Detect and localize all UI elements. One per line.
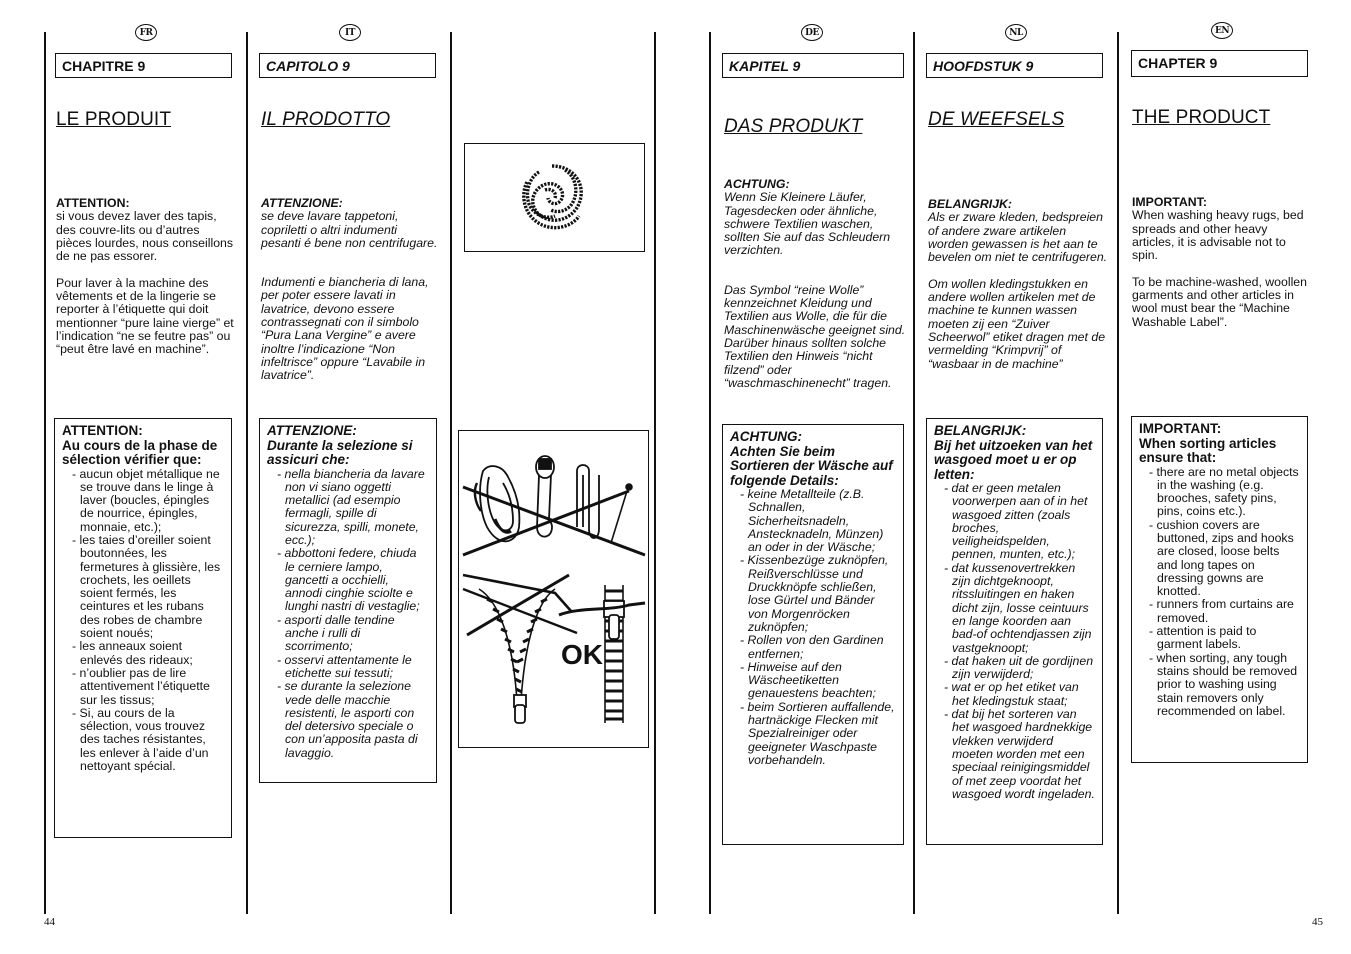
column-divider [44, 32, 46, 914]
section-title-fr: LE PRODUIT [56, 109, 172, 130]
lang-badge-it: IT [339, 24, 361, 41]
woolmark-figure [464, 143, 645, 252]
column-divider [450, 32, 452, 914]
warning-body-nl: Als er zware kleden, bedspreien of andere zware artikelen worden gewassen is het aan te bevelen om niet te centrifugeren. [928, 210, 1108, 265]
lang-badge-fr: FR [135, 24, 157, 41]
sorting-notice-heading-en: IMPORTANT: When sorting articles ensure that: [1139, 421, 1277, 465]
list-item: - keine Metallteile (z.B. Schnallen, Sicherheitsnadeln, Anstecknadeln, Münzen) an oder in der Wäsche; [738, 488, 896, 554]
list-item: - dat haken uit de gordijnen zijn verwijderd; [942, 655, 1095, 682]
sorting-notice-heading-de: ACHTUNG: Achten Sie beim Sortieren der Wäsche auf folgende Details: [730, 429, 893, 488]
list-item: - asporti dalle tendine anche i rulli di scorrimento; [275, 614, 429, 654]
list-item: - dat kussenovertrekken zijn dichtgeknoopt, ritssluitingen en haken dicht zijn, losse ceintuurs en lange koorden aan bad-of ochtendjassen zijn vastgeknoopt; [942, 562, 1095, 655]
chapter-heading-de: KAPITEL 9 [722, 53, 904, 78]
wool-paragraph-nl: Om wollen kledingstukken en andere wollen artikelen met de machine te kunnen wassen moeten zij een “Zuiver Scheerwol” etiket dragen met de vermelding “Krimpvrij” of “wasbaar in de machine” [928, 276, 1106, 371]
page-number-right: 45 [1312, 916, 1323, 928]
list-item: - runners from curtains are removed. [1147, 598, 1300, 625]
zipper-tear-icon [459, 601, 650, 631]
list-item: - Rollen von den Gardinen entfernen; [738, 634, 896, 661]
list-item: - n’oublier pas de lire attentivement l’étiquette sur les tissus; [70, 667, 224, 707]
woolmark-icon [517, 162, 587, 232]
column-divider [246, 32, 248, 914]
warning-text-it [261, 197, 439, 396]
sorting-notice-heading-it: ATTENZIONE: Durante la selezione si assicuri che: [267, 423, 413, 467]
chapter-heading-it: CAPITOLO 9 [259, 53, 436, 78]
ok-label: OK [561, 639, 603, 670]
list-item: - dat er geen metalen voorwerpen aan of in het wasgoed zitten (zoals broches, veiligheidspelden, pennen, munten, etc.); [942, 482, 1095, 562]
list-item: - when sorting, any tough stains should be removed prior to washing using stain removers only recommended on label. [1147, 652, 1300, 718]
list-item: - Hinweise auf den Wäscheetiketten genauestens beachten; [738, 661, 896, 701]
warning-body-fr: si vous devez laver des tapis, des couvre-lits ou d’autres pièces lourdes, nous conseillons de ne pas essorer. [56, 209, 234, 264]
list-item: - wat er op het etiket van het kledingstuk staat; [942, 681, 1095, 708]
list-item: - there are no metal objects in the washing (e.g. brooches, safety pins, pins, coins etc.). [1147, 466, 1300, 519]
column-divider [654, 32, 656, 914]
section-title-nl: DE WEEFSELS [928, 109, 1065, 130]
chapter-heading-fr: CHAPITRE 9 [55, 53, 232, 78]
warning-label-fr: ATTENTION: [56, 196, 130, 210]
warning-label-de: ACHTUNG: [724, 177, 790, 191]
list-item: - osservi attentamente le etichette sui tessuti; [275, 654, 429, 681]
wool-paragraph-fr: Pour laver à la machine des vêtements et de la lingerie se reporter à l’étiquette qui doit mentionner “pure laine vierge” et l’indication “ne se feutre pas” ou “peut être lavé en machine”. [56, 275, 234, 357]
list-item: - beim Sortieren auffallende, hartnäckige Flecken mit Spezialreiniger oder geeigneter Waschpaste vorbehandeln. [738, 701, 896, 767]
section-title-en: THE PRODUCT [1132, 107, 1271, 128]
warning-body-de: Wenn Sie Kleinere Läufer, Tagesdecken oder ähnliche, schwere Textilien waschen, sollten Sie auf das Schleudern verzichten. [724, 190, 891, 258]
wool-paragraph-de: Das Symbol “reine Wolle” kennzeichnet Kleidung und Textilien aus Wolle, die für die Maschinenwäsche geeignet sind. Darüber hinaus sollten solche Textilien den Hinweis “nicht filzend” oder “waschmaschinenecht” tragen. [724, 282, 906, 390]
section-title-it: IL PRODOTTO [261, 109, 391, 130]
lang-badge-nl: NL [1005, 24, 1027, 41]
column-divider [709, 32, 711, 914]
sorting-notice-box-de [722, 424, 904, 845]
metal-objects-crossed-icon [459, 431, 650, 561]
warning-text-nl [928, 198, 1108, 384]
column-divider [913, 32, 915, 914]
list-item: - aucun objet métallique ne se trouve dans le linge à laver (boucles, épingles de nourrice, épingles, monnaie, etc.); [70, 468, 224, 534]
wool-paragraph-en: To be machine-washed, woollen garments and other articles in wool must bear the “Machine Washable Label”. [1132, 274, 1307, 329]
sorting-notice-box-fr [54, 418, 232, 838]
warning-text-de [724, 178, 906, 403]
warning-body-en: When washing heavy rugs, bed spreads and other heavy articles, it is advisable not to spin. [1132, 208, 1304, 263]
sorting-notice-heading-fr: ATTENTION: Au cours de la phase de sélection vérifier que: [62, 423, 218, 467]
lang-badge-de: DE [801, 24, 823, 41]
wool-paragraph-it: Indumenti e biancheria di lana, per poter essere lavati in lavatrice, devono essere contrassegnati con il simbolo “Pura Lana Vergine” e avere inoltre l’indicazione “Non infeltrisce” oppure “Lavabile in lavatrice”. [261, 275, 429, 383]
list-item: - Kissenbezüge zuknöpfen, Reißverschlüsse und Druckknöpfe schließen, lose Gürtel und Bänder von Morgenröcken zuknöpfen; [738, 554, 896, 634]
sorting-notice-box-it [259, 418, 437, 783]
list-item: - attention is paid to garment labels. [1147, 625, 1300, 652]
sorting-notice-heading-nl: BELANGRIJK: Bij het uitzoeken van het wasgoed moet u er op letten: [934, 423, 1093, 482]
warning-text-fr [56, 197, 234, 370]
chapter-heading-en: CHAPTER 9 [1131, 50, 1308, 77]
list-item: - les taies d’oreiller soient boutonnées, les fermetures à glissière, les crochets, les oeillets soient fermés, les ceintures et les rubans des robes de chambre soient noués; [70, 534, 224, 640]
column-divider [1117, 32, 1119, 914]
chapter-heading-nl: HOOFDSTUK 9 [926, 53, 1103, 78]
page-number-left: 44 [44, 916, 55, 928]
list-item: - abbottoni federe, chiuda le cerniere lampo, gancetti a occhielli, annodi cinghie sciolte e lunghi nastri di vestaglie; [275, 547, 429, 613]
sorting-figure [458, 430, 649, 748]
list-item: - dat bij het sorteren van het wasgoed hardnekkige vlekken verwijderd moeten worden met een speciaal reinigingsmiddel of met zeep voordat het wasgoed wordt ingeladen. [942, 708, 1095, 801]
list-item: - cushion covers are buttoned, zips and hooks are closed, loose belts and long tapes on dressing gowns are knotted. [1147, 519, 1300, 599]
sorting-notice-box-en [1131, 416, 1308, 763]
lang-badge-en: EN [1211, 22, 1233, 39]
warning-label-it: ATTENZIONE: [261, 196, 343, 210]
list-item: - Si, au cours de la sélection, vous trouvez des taches résistantes, les enlever à l’aide d’un nettoyant spécial. [70, 707, 224, 773]
list-item: - les anneaux soient enlevés des rideaux; [70, 640, 224, 667]
list-item: - nella biancheria da lavare non vi siano oggetti metallici (ad esempio fermagli, spille di sicurezza, spilli, monete, ecc.); [275, 468, 429, 548]
section-title-de: DAS PRODUKT [724, 116, 863, 137]
sorting-notice-box-nl [926, 418, 1103, 845]
warning-body-it: se deve lavare tappetoni, copriletti o altri indumenti pesanti é bene non centrifugare. [261, 209, 438, 250]
warning-text-en [1132, 196, 1310, 342]
warning-label-nl: BELANGRIJK: [928, 197, 1013, 211]
list-item: - se durante la selezione vede delle macchie resistenti, le asporti con del detersivo speciale o con un’apposita pasta di lavaggio. [275, 680, 429, 760]
warning-label-en: IMPORTANT: [1132, 195, 1207, 209]
